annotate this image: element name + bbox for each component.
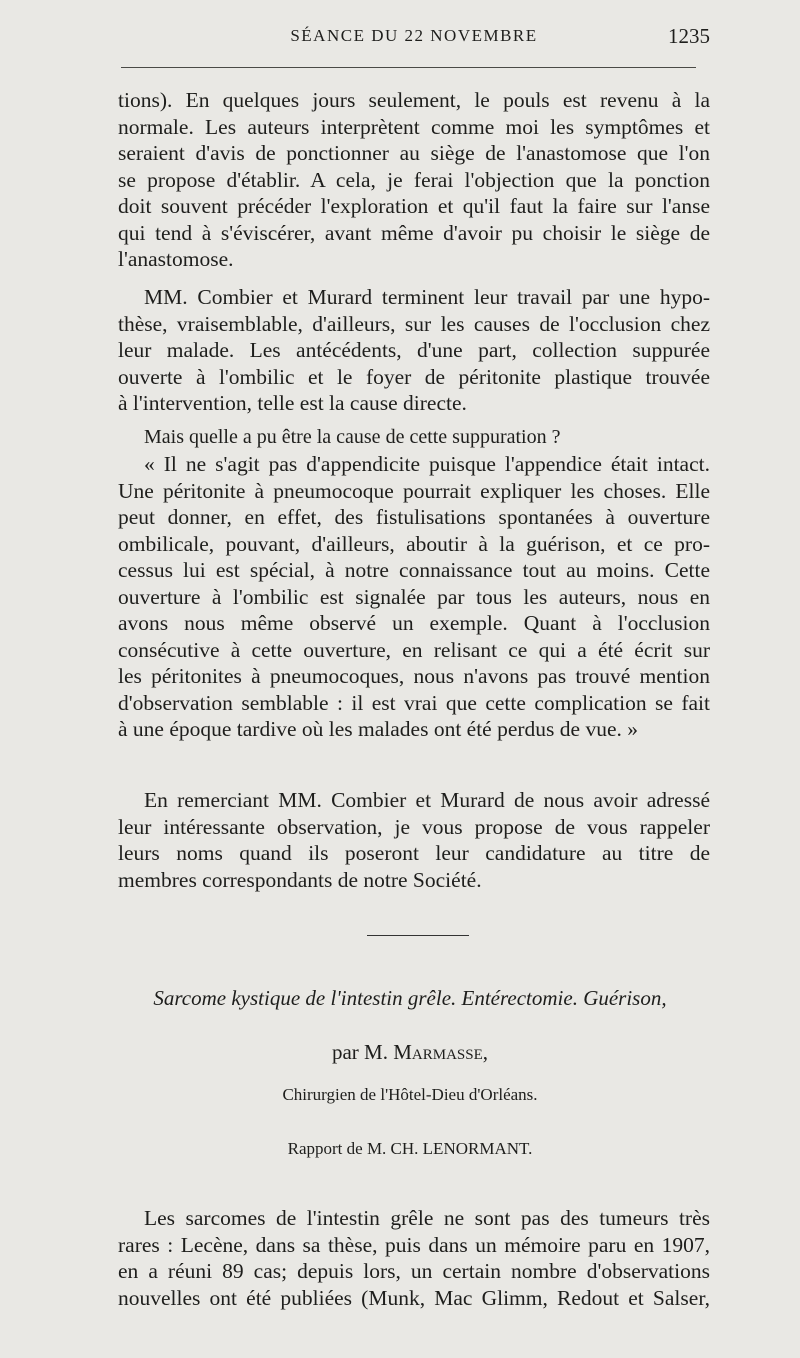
text-line: se propose d'établir. A cela, je ferai l'objection que la ponction	[118, 167, 710, 192]
text-line: thèse, vraisemblable, d'ailleurs, sur les causes de l'occlusion chez	[118, 311, 710, 336]
page-header	[118, 22, 710, 52]
text-line: normale. Les auteurs interprètent comme moi les symptômes et	[118, 114, 710, 139]
author-affiliation: Chirurgien de l'Hôtel-Dieu d'Orléans.	[282, 1085, 538, 1104]
text-line: rares : Lecène, dans sa thèse, puis dans un mémoire paru en 1907,	[118, 1232, 710, 1257]
text-line: Une péritonite à pneumocoque pourrait expliquer les choses. Elle	[118, 478, 710, 503]
text-line: seraient d'avis de ponctionner au siège de l'anastomose que l'on	[118, 141, 710, 165]
text-line: membres correspondants de notre Société.	[118, 867, 482, 892]
text-line: nouvelles ont été publiées (Munk, Mac Glimm, Redout et Salser,	[118, 1285, 710, 1310]
text-line: qui tend à s'éviscérer, avant même d'avoir pu choisir le siège de	[118, 220, 710, 245]
text-line: Mais quelle a pu être la cause de cette suppuration ?	[144, 426, 561, 448]
text-line: cessus lui est spécial, à notre connaissance tout au moins. Cette	[118, 558, 710, 582]
text-line: Les sarcomes de l'intestin grêle ne sont pas des tumeurs très	[144, 1206, 710, 1230]
text-line: peut donner, en effet, des fistulisations spontanées à ouverture	[118, 505, 710, 529]
running-title: SÉANCE DU 22 NOVEMBRE	[290, 26, 538, 45]
paragraph-continuation	[118, 87, 710, 273]
paragraph-sarcomes	[118, 1205, 710, 1311]
text-line: MM. Combier et Murard terminent leur travail par une hypo-	[144, 285, 710, 309]
report-attribution: Rapport de M. CH. LENORMANT.	[287, 1139, 533, 1158]
text-line: en a réuni 89 cas; depuis lors, un certain nombre d'observations	[118, 1259, 710, 1283]
text-line: à une époque tardive où les malades ont été perdus de vue. »	[118, 717, 638, 741]
text-line: consécutive à cette ouverture, en relisant ce qui a été écrit sur	[118, 637, 710, 662]
text-line: leur malade. Les antécédents, d'une part, collection suppurée	[118, 338, 710, 362]
article-title: Sarcome kystique de l'intestin grêle. Entérectomie. Guérison,	[153, 986, 667, 1010]
text-line: tions). En quelques jours seulement, le pouls est revenu à la	[118, 88, 710, 112]
paragraph-quotation	[118, 451, 710, 743]
text-line: l'anastomose.	[118, 247, 234, 271]
paragraph-hypothesis	[118, 284, 710, 417]
text-line: doit souvent précéder l'exploration et qu'il faut la faire sur l'anse	[118, 194, 710, 218]
paragraph-question	[118, 424, 710, 451]
text-line: ouverture à l'ombilic est signalée par tous les auteurs, nous en	[118, 584, 710, 609]
author-prefix: par M.	[331, 1040, 388, 1064]
text-line: d'observation semblable : il est vrai que cette complication se fait	[118, 690, 710, 715]
text-line: En remerciant MM. Combier et Murard de nous avoir adressé	[144, 788, 710, 812]
text-line: « Il ne s'agit pas d'appendicite puisque l'appendice était intact.	[144, 452, 710, 476]
text-line: les péritonites à pneumocoques, nous n'avons pas trouvé mention	[118, 664, 710, 688]
text-line: ouverte à l'ombilic et le foyer de péritonite plastique trouvée	[118, 364, 710, 389]
text-line: leur intéressante observation, je vous propose de vous rappeler	[118, 814, 710, 839]
header-rule	[121, 67, 696, 68]
article-author	[100, 1040, 720, 1065]
text-line: à l'intervention, telle est la cause directe.	[118, 391, 467, 415]
paragraph-conclusion	[118, 787, 710, 893]
text-line: ombilicale, pouvant, d'ailleurs, aboutir à la guérison, et ce pro-	[118, 531, 710, 556]
text-line: leurs noms quand ils poseront leur candidature au titre de	[118, 841, 710, 865]
text-line: avons nous même observé un exemple. Quant à l'occlusion	[118, 611, 710, 635]
author-name: Marmasse,	[393, 1040, 489, 1064]
page-number: 1235	[668, 24, 710, 48]
section-separator	[367, 935, 469, 936]
